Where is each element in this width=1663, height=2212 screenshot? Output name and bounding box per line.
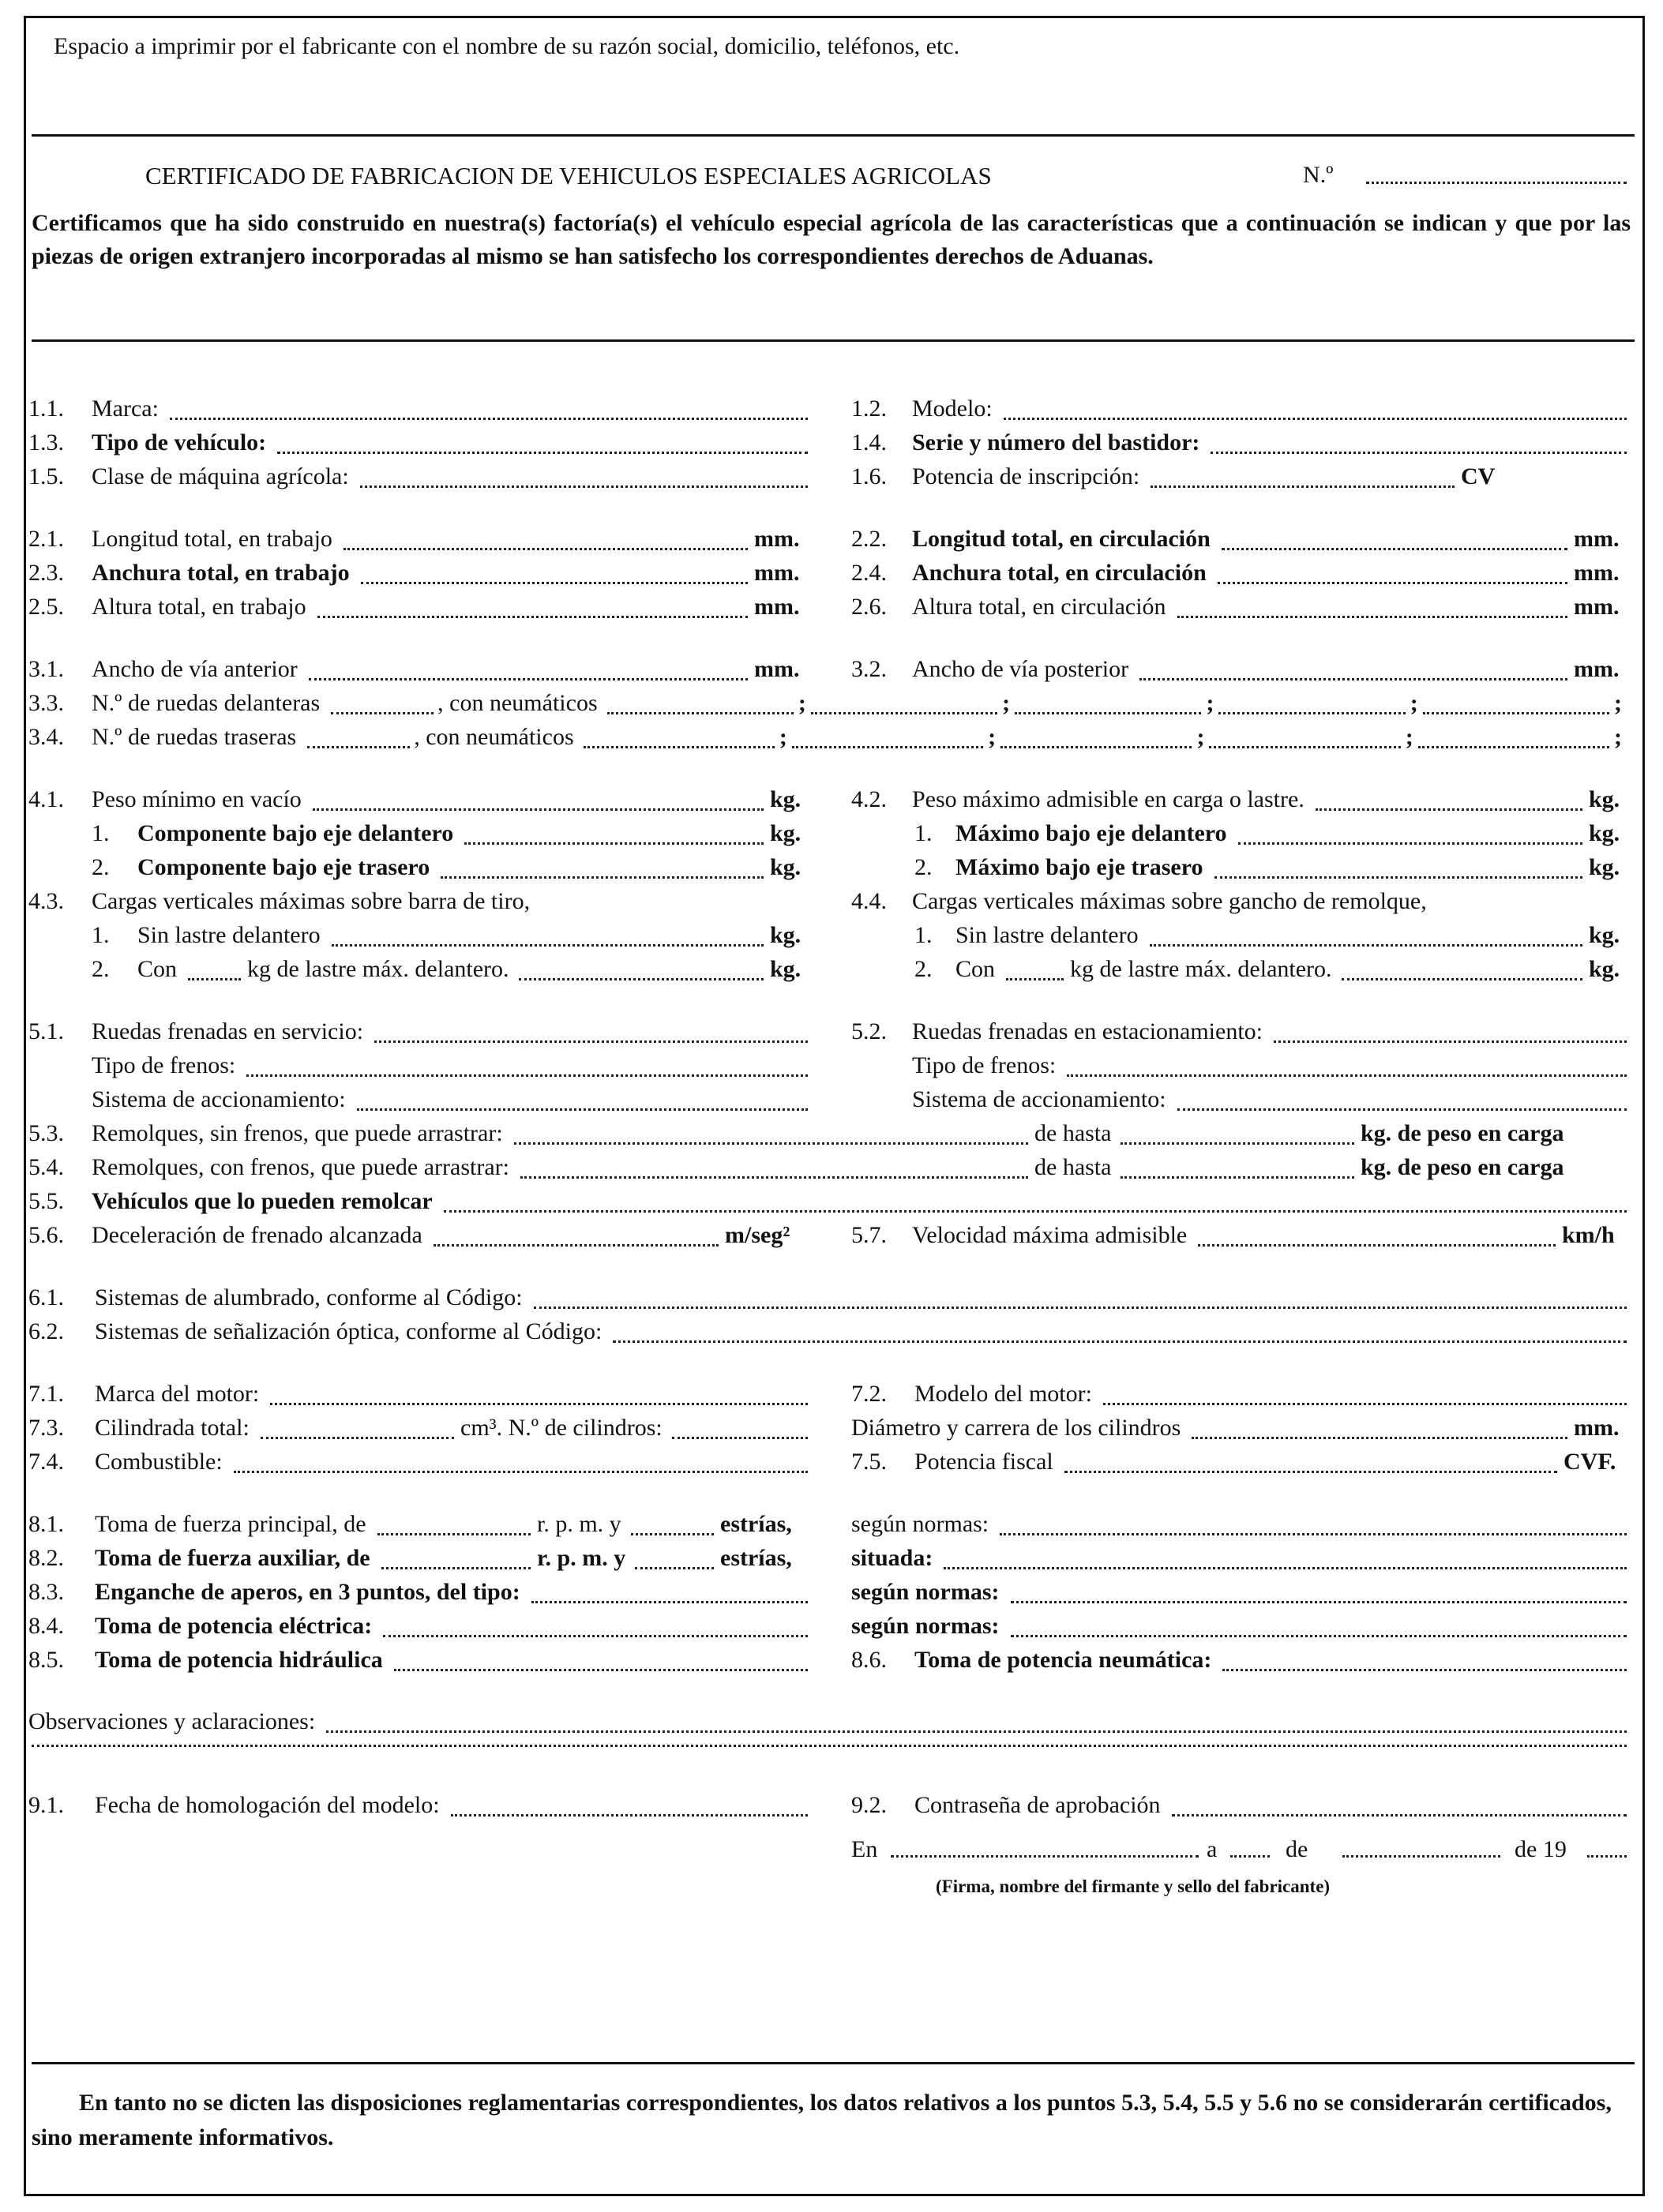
field-f2-2-unit: mm. (1574, 526, 1620, 552)
field-f3-3-tyre-3[interactable] (1015, 712, 1201, 714)
field-f3-4-label: N.º de ruedas traseras (92, 724, 297, 750)
field-f5-7-number: 5.7. (851, 1222, 887, 1248)
signature-a: a (1207, 1836, 1218, 1862)
field-f8-3b-label: según normas: (851, 1579, 1000, 1605)
separator: ; (1405, 724, 1413, 750)
field-f2-1-label: Longitud total, en trabajo (92, 526, 332, 552)
field-f4-4-2-label: Con (955, 956, 996, 982)
field-f4-4-2-mid-label: kg de lastre máx. delantero. (1070, 956, 1332, 982)
field-f8-2-label: Toma de fuerza auxiliar, de (95, 1545, 370, 1571)
field-f3-1-value2[interactable] (309, 678, 748, 680)
field-f8-2b-value[interactable] (944, 1567, 1627, 1569)
field-f7-2-label: Modelo del motor: (914, 1381, 1092, 1407)
field-f4-4-1-unit: kg. (1589, 922, 1620, 948)
field-f3-2-unit: mm. (1574, 656, 1620, 682)
field-f7-5-number: 7.5. (851, 1449, 887, 1475)
field-f2-6-value2[interactable] (1177, 616, 1567, 618)
field-f5-5-label: Vehículos que lo pueden remolcar (92, 1188, 433, 1214)
field-obs-label: Observaciones y aclaraciones: (28, 1708, 316, 1734)
field-f4-2-2-value2[interactable] (1214, 876, 1582, 879)
certificate-number-label: N.º (1303, 162, 1334, 188)
signature-en: En (851, 1836, 878, 1862)
separator: ; (1614, 690, 1622, 716)
field-f7-4-value[interactable] (234, 1471, 808, 1473)
field-f7-1-label: Marca del motor: (95, 1381, 260, 1407)
field-f2-5-value2[interactable] (317, 616, 748, 618)
field-f6-2-label: Sistemas de señalización óptica, conforme al Código: (95, 1318, 603, 1344)
field-f8-2-mid-label: r. p. m. y (537, 1545, 626, 1571)
field-obs-value[interactable] (326, 1730, 1627, 1733)
divider (32, 2062, 1635, 2064)
field-f2-3-value2[interactable] (361, 582, 748, 584)
field-f8-5-value[interactable] (394, 1669, 808, 1671)
signature-de: de (1286, 1836, 1308, 1862)
field-f6-2-number: 6.2. (28, 1318, 64, 1344)
field-f5-6-label: Deceleración de frenado alcanzada (92, 1222, 422, 1248)
field-f7-5-label: Potencia fiscal (914, 1449, 1053, 1475)
field-f4-2-1-value2[interactable] (1238, 842, 1582, 845)
field-f7-3b-label: Diámetro y carrera de los cilindros (851, 1415, 1181, 1441)
field-f4-2-number: 4.2. (851, 786, 887, 812)
field-f2-4-value2[interactable] (1218, 582, 1567, 584)
field-f4-3-label: Cargas verticales máximas sobre barra de tiro, (92, 888, 531, 914)
field-f8-1-unit: estrías, (720, 1511, 792, 1537)
field-f8-4-number: 8.4. (28, 1613, 64, 1639)
field-f3-3-tyre-1[interactable] (607, 712, 794, 714)
certificate-number-field[interactable] (1366, 182, 1627, 184)
field-f9-2-number: 9.2. (851, 1792, 887, 1818)
field-f7-3b-unit: mm. (1574, 1415, 1620, 1441)
field-f4-2-label: Peso máximo admisible en carga o lastre. (912, 786, 1304, 812)
field-f4-4-2-number: 2. (914, 956, 933, 982)
separator: ; (988, 724, 997, 750)
field-f5-7-unit: km/h (1562, 1222, 1615, 1248)
field-f8-3b-value[interactable] (1011, 1601, 1627, 1603)
field-f9-2-label: Contraseña de aprobación (914, 1792, 1161, 1818)
field-f2-3-unit: mm. (754, 560, 800, 586)
separator: ; (1614, 724, 1622, 750)
divider (32, 339, 1635, 342)
field-f6-2-value[interactable] (613, 1340, 1627, 1343)
field-f2-2-label: Longitud total, en circulación (912, 526, 1211, 552)
field-f1-4-number: 1.4. (851, 429, 887, 456)
field-f3-4-count[interactable] (307, 746, 410, 748)
field-f2-6-number: 2.6. (851, 594, 887, 620)
field-f1-1-number: 1.1. (28, 396, 64, 422)
field-f4-3-1-label: Sin lastre delantero (137, 922, 321, 948)
separator: ; (798, 690, 806, 716)
field-f8-4b-label: según normas: (851, 1613, 1000, 1639)
field-f7-3-value[interactable] (672, 1437, 808, 1439)
field-f8-4-value[interactable] (383, 1635, 808, 1637)
separator: ; (1196, 724, 1205, 750)
field-f4-1-2-number: 2. (92, 854, 110, 880)
field-f5-1-number: 5.1. (28, 1018, 64, 1044)
field-f1-5-label: Clase de máquina agrícola: (92, 463, 349, 489)
field-f1-5-number: 1.5. (28, 463, 64, 489)
field-f5-3-label: Remolques, sin frenos, que puede arrastrar: (92, 1120, 503, 1146)
field-f1-4-label: Serie y número del bastidor: (912, 429, 1200, 456)
field-f2-3-number: 2.3. (28, 560, 64, 586)
field-f5-2-a-label: Tipo de frenos: (912, 1052, 1057, 1078)
field-f4-3-number: 4.3. (28, 888, 64, 914)
field-f5-3-number: 5.3. (28, 1120, 64, 1146)
field-f4-1-2-value2[interactable] (441, 876, 764, 879)
field-f5-2-number: 5.2. (851, 1018, 887, 1044)
field-f2-4-unit: mm. (1574, 560, 1620, 586)
field-f5-3-value2[interactable] (1121, 1142, 1354, 1145)
field-f5-2-value[interactable] (1274, 1040, 1627, 1043)
field-f5-4-number: 5.4. (28, 1154, 64, 1180)
field-f2-5-label: Altura total, en trabajo (92, 594, 306, 620)
field-f4-1-2-label: Componente bajo eje trasero (137, 854, 430, 880)
field-f4-2-1-label: Máximo bajo eje delantero (955, 820, 1227, 846)
field-f8-2-number: 8.2. (28, 1545, 64, 1571)
field-f7-3-number: 7.3. (28, 1415, 64, 1441)
field-f4-3-1-unit: kg. (770, 922, 801, 948)
field-f7-5-unit: CVF. (1564, 1449, 1616, 1475)
field-f5-4-value[interactable] (520, 1176, 1028, 1179)
field-f7-4-number: 7.4. (28, 1449, 64, 1475)
field-f3-3-mid-label: , con neumáticos (437, 690, 598, 716)
field-f4-1-value2[interactable] (313, 808, 764, 811)
signature-caption: (Firma, nombre del firmante y sello del fabricante) (936, 1876, 1331, 1896)
field-f4-3-1-number: 1. (92, 922, 110, 948)
field-f5-6-value2[interactable] (434, 1244, 719, 1247)
field-f2-4-label: Anchura total, en circulación (912, 560, 1207, 586)
field-f3-4-tyre-3[interactable] (1000, 746, 1192, 748)
field-f4-4-label: Cargas verticales máximas sobre gancho de remolque, (912, 888, 1427, 914)
field-f4-3-2-value[interactable] (188, 978, 241, 980)
field-f7-1-value[interactable] (270, 1403, 808, 1405)
field-f9-1-value[interactable] (451, 1814, 808, 1816)
field-f6-1-number: 6.1. (28, 1284, 64, 1310)
field-f4-1-unit: kg. (770, 786, 801, 812)
field-f5-1-a-label: Tipo de frenos: (92, 1052, 236, 1078)
field-f5-7-value2[interactable] (1198, 1244, 1556, 1247)
certificate-intro: Certificamos que ha sido construido en nuestra(s) factoría(s) el vehículo especial agrícola de las características que a continuación se indican y que por las piezas de origen extranjero incorporadas al mismo se han satisfecho los correspondientes derechos de Aduanas. (32, 210, 1631, 269)
field-f5-5-number: 5.5. (28, 1188, 64, 1214)
separator: ; (1002, 690, 1011, 716)
field-f1-4-value[interactable] (1211, 452, 1627, 454)
field-f4-3-2-unit: kg. (770, 956, 801, 982)
field-f5-3-value[interactable] (514, 1142, 1028, 1145)
field-f8-1b-value[interactable] (1000, 1533, 1627, 1535)
field-f8-3-value[interactable] (531, 1601, 808, 1603)
field-f3-4-number: 3.4. (28, 724, 64, 750)
field-f7-2-value[interactable] (1103, 1403, 1627, 1405)
field-f2-4-number: 2.4. (851, 560, 887, 586)
field-f8-4-label: Toma de potencia eléctrica: (95, 1613, 373, 1639)
field-f1-5-value[interactable] (360, 486, 808, 488)
field-f3-3-tyre-4[interactable] (1218, 712, 1405, 714)
field-f4-2-1-unit: kg. (1589, 820, 1620, 846)
field-f1-6-unit: CV (1461, 463, 1496, 489)
field-f2-1-value2[interactable] (343, 548, 748, 550)
field-f4-3-2-label: Con (137, 956, 178, 982)
field-f8-1-value2[interactable] (631, 1533, 714, 1535)
field-f7-4-label: Combustible: (95, 1449, 223, 1475)
field-f3-3-tyre-5[interactable] (1423, 712, 1609, 714)
field-f4-4-1-value2[interactable] (1150, 944, 1582, 947)
field-f8-2-unit: estrías, (720, 1545, 792, 1571)
field-f7-3b-value2[interactable] (1192, 1437, 1567, 1439)
field-f3-3-tyre-2[interactable] (811, 712, 997, 714)
field-f4-4-number: 4.4. (851, 888, 887, 914)
field-f1-3-number: 1.3. (28, 429, 64, 456)
field-f1-3-value[interactable] (277, 452, 808, 454)
field-f4-4-2-value2[interactable] (1342, 978, 1582, 980)
field-f5-7-label: Velocidad máxima admisible (912, 1222, 1188, 1248)
field-f5-1-value[interactable] (374, 1040, 808, 1043)
separator: ; (1206, 690, 1214, 716)
field-f6-1-value[interactable] (534, 1307, 1627, 1309)
field-f8-2b-label: situada: (851, 1545, 933, 1571)
field-f1-2-value[interactable] (1004, 418, 1627, 420)
field-f8-1-label: Toma de fuerza principal, de (95, 1511, 366, 1537)
field-f3-1-label: Ancho de vía anterior (92, 656, 298, 682)
field-f8-1b-label: según normas: (851, 1511, 989, 1537)
field-f4-3-2-number: 2. (92, 956, 110, 982)
signature-month-field[interactable] (1342, 1855, 1500, 1858)
field-f4-1-2-unit: kg. (770, 854, 801, 880)
field-f3-1-number: 3.1. (28, 656, 64, 682)
field-f8-4b-value[interactable] (1011, 1635, 1627, 1637)
field-f4-2-2-label: Máximo bajo eje trasero (955, 854, 1203, 880)
field-f8-6-label: Toma de potencia neumática: (914, 1647, 1212, 1673)
field-f7-3-label: Cilindrada total: (95, 1415, 250, 1441)
field-f3-3-count[interactable] (331, 712, 434, 714)
field-f7-3-value[interactable] (261, 1437, 454, 1439)
field-f4-2-value2[interactable] (1316, 808, 1582, 811)
field-f4-4-2-unit: kg. (1589, 956, 1620, 982)
field-f3-3-label: N.º de ruedas delanteras (92, 690, 321, 716)
field-f3-2-label: Ancho de vía posterior (912, 656, 1129, 682)
field-f4-4-2-value[interactable] (1006, 978, 1064, 980)
divider (32, 134, 1635, 137)
field-f6-1-label: Sistemas de alumbrado, conforme al Código: (95, 1284, 523, 1310)
field-f1-6-value2[interactable] (1151, 486, 1455, 488)
field-f5-2-b-value[interactable] (1177, 1108, 1627, 1111)
field-f4-2-unit: kg. (1589, 786, 1620, 812)
field-f2-5-number: 2.5. (28, 594, 64, 620)
field-f7-3-mid-label: cm³. N.º de cilindros: (460, 1415, 663, 1441)
field-f1-2-label: Modelo: (912, 396, 993, 422)
field-f7-2-number: 7.2. (851, 1381, 887, 1407)
field-f3-4-mid-label: , con neumáticos (414, 724, 574, 750)
signature-year-field[interactable] (1587, 1855, 1627, 1858)
signature-day-field[interactable] (1230, 1855, 1270, 1858)
field-f5-6-number: 5.6. (28, 1222, 64, 1248)
field-f9-1-label: Fecha de homologación del modelo: (95, 1792, 440, 1818)
field-f4-1-1-number: 1. (92, 820, 110, 846)
field-f2-2-number: 2.2. (851, 526, 887, 552)
field-f4-2-1-number: 1. (914, 820, 933, 846)
field-f3-4-tyre-5[interactable] (1418, 746, 1609, 748)
field-f2-5-unit: mm. (754, 594, 800, 620)
field-f1-6-label: Potencia de inscripción: (912, 463, 1140, 489)
field-f4-4-1-label: Sin lastre delantero (955, 922, 1139, 948)
field-f8-2-value[interactable] (381, 1567, 531, 1569)
field-f3-4-tyre-2[interactable] (792, 746, 983, 748)
field-f4-3-2-mid-label: kg de lastre máx. delantero. (247, 956, 509, 982)
field-f5-3-unit: kg. de peso en carga (1361, 1120, 1564, 1146)
field-f4-1-1-value2[interactable] (464, 842, 764, 845)
field-f8-3-label: Enganche de aperos, en 3 puntos, del tipo: (95, 1579, 520, 1605)
field-f8-1-mid-label: r. p. m. y (537, 1511, 621, 1537)
field-f2-2-value2[interactable] (1222, 548, 1567, 550)
field-f3-3-number: 3.3. (28, 690, 64, 716)
field-f1-3-label: Tipo de vehículo: (92, 429, 267, 456)
field-f2-6-unit: mm. (1574, 594, 1620, 620)
field-f1-2-number: 1.2. (851, 396, 887, 422)
field-f8-6-value[interactable] (1222, 1669, 1627, 1671)
field-f5-2-label: Ruedas frenadas en estacionamiento: (912, 1018, 1263, 1044)
field-f8-1-value[interactable] (377, 1533, 531, 1535)
field-f3-1-unit: mm. (754, 656, 800, 682)
field-f1-6-number: 1.6. (851, 463, 887, 489)
field-f4-1-1-label: Componente bajo eje delantero (137, 820, 454, 846)
field-f8-3-number: 8.3. (28, 1579, 64, 1605)
field-f5-4-value2[interactable] (1121, 1176, 1354, 1179)
field-f4-2-2-unit: kg. (1589, 854, 1620, 880)
field-f8-6-number: 8.6. (851, 1647, 887, 1673)
field-f2-3-label: Anchura total, en trabajo (92, 560, 350, 586)
signature-de19: de 19 (1515, 1836, 1567, 1862)
field-f5-5-value[interactable] (444, 1210, 1627, 1213)
field-f4-2-2-number: 2. (914, 854, 933, 880)
field-f2-1-unit: mm. (754, 526, 800, 552)
field-f1-1-label: Marca: (92, 396, 159, 422)
field-f5-1-label: Ruedas frenadas en servicio: (92, 1018, 364, 1044)
field-f5-1-b-label: Sistema de accionamiento: (92, 1086, 346, 1112)
field-f9-1-number: 9.1. (28, 1792, 64, 1818)
separator: ; (1410, 690, 1418, 716)
field-f5-2-b-label: Sistema de accionamiento: (912, 1086, 1166, 1112)
field-f4-1-label: Peso mínimo en vacío (92, 786, 302, 812)
field-f5-2-a-value[interactable] (1067, 1074, 1627, 1077)
field-f8-2-value2[interactable] (635, 1567, 714, 1569)
maker-space-note: Espacio a imprimir por el fabricante con el nombre de su razón social, domicilio, teléfonos, etc. (54, 33, 960, 59)
field-f5-1-a-value[interactable] (246, 1074, 808, 1077)
observations-line-2[interactable] (32, 1745, 1627, 1747)
field-f5-1-b-value[interactable] (357, 1108, 808, 1111)
field-f3-4-tyre-1[interactable] (584, 746, 775, 748)
field-f8-5-label: Toma de potencia hidráulica (95, 1647, 383, 1673)
separator: ; (779, 724, 787, 750)
field-f1-1-value[interactable] (170, 418, 808, 420)
field-f8-5-number: 8.5. (28, 1647, 64, 1673)
field-f7-5-value2[interactable] (1064, 1471, 1557, 1473)
field-f3-2-number: 3.2. (851, 656, 887, 682)
field-f3-4-tyre-4[interactable] (1209, 746, 1400, 748)
field-f2-1-number: 2.1. (28, 526, 64, 552)
footer-note: En tanto no se dicten las disposiciones reglamentarias correspondientes, los datos relativos a los puntos 5.3, 5.4, 5.5 y 5.6 no se considerarán certificados, sino meramente informativos. (32, 2090, 1612, 2150)
field-f5-4-mid-label: de hasta (1034, 1154, 1112, 1180)
field-f5-4-label: Remolques, con frenos, que puede arrastrar: (92, 1154, 509, 1180)
field-f5-6-unit: m/seg² (725, 1222, 790, 1248)
field-f8-1-number: 8.1. (28, 1511, 64, 1537)
field-f3-2-value2[interactable] (1139, 678, 1567, 680)
field-f4-1-1-unit: kg. (770, 820, 801, 846)
field-f5-3-mid-label: de hasta (1034, 1120, 1112, 1146)
certificate-title: CERTIFICADO DE FABRICACION DE VEHICULOS ESPECIALES AGRICOLAS (145, 162, 992, 189)
field-f9-2-value[interactable] (1172, 1814, 1627, 1816)
field-f2-6-label: Altura total, en circulación (912, 594, 1166, 620)
signature-place-field[interactable] (891, 1855, 1199, 1858)
field-f4-1-number: 4.1. (28, 786, 64, 812)
field-f4-3-1-value2[interactable] (332, 944, 764, 947)
field-f4-4-1-number: 1. (914, 922, 933, 948)
field-f4-3-2-value2[interactable] (519, 978, 764, 980)
field-f7-1-number: 7.1. (28, 1381, 64, 1407)
field-f5-4-unit: kg. de peso en carga (1361, 1154, 1564, 1180)
